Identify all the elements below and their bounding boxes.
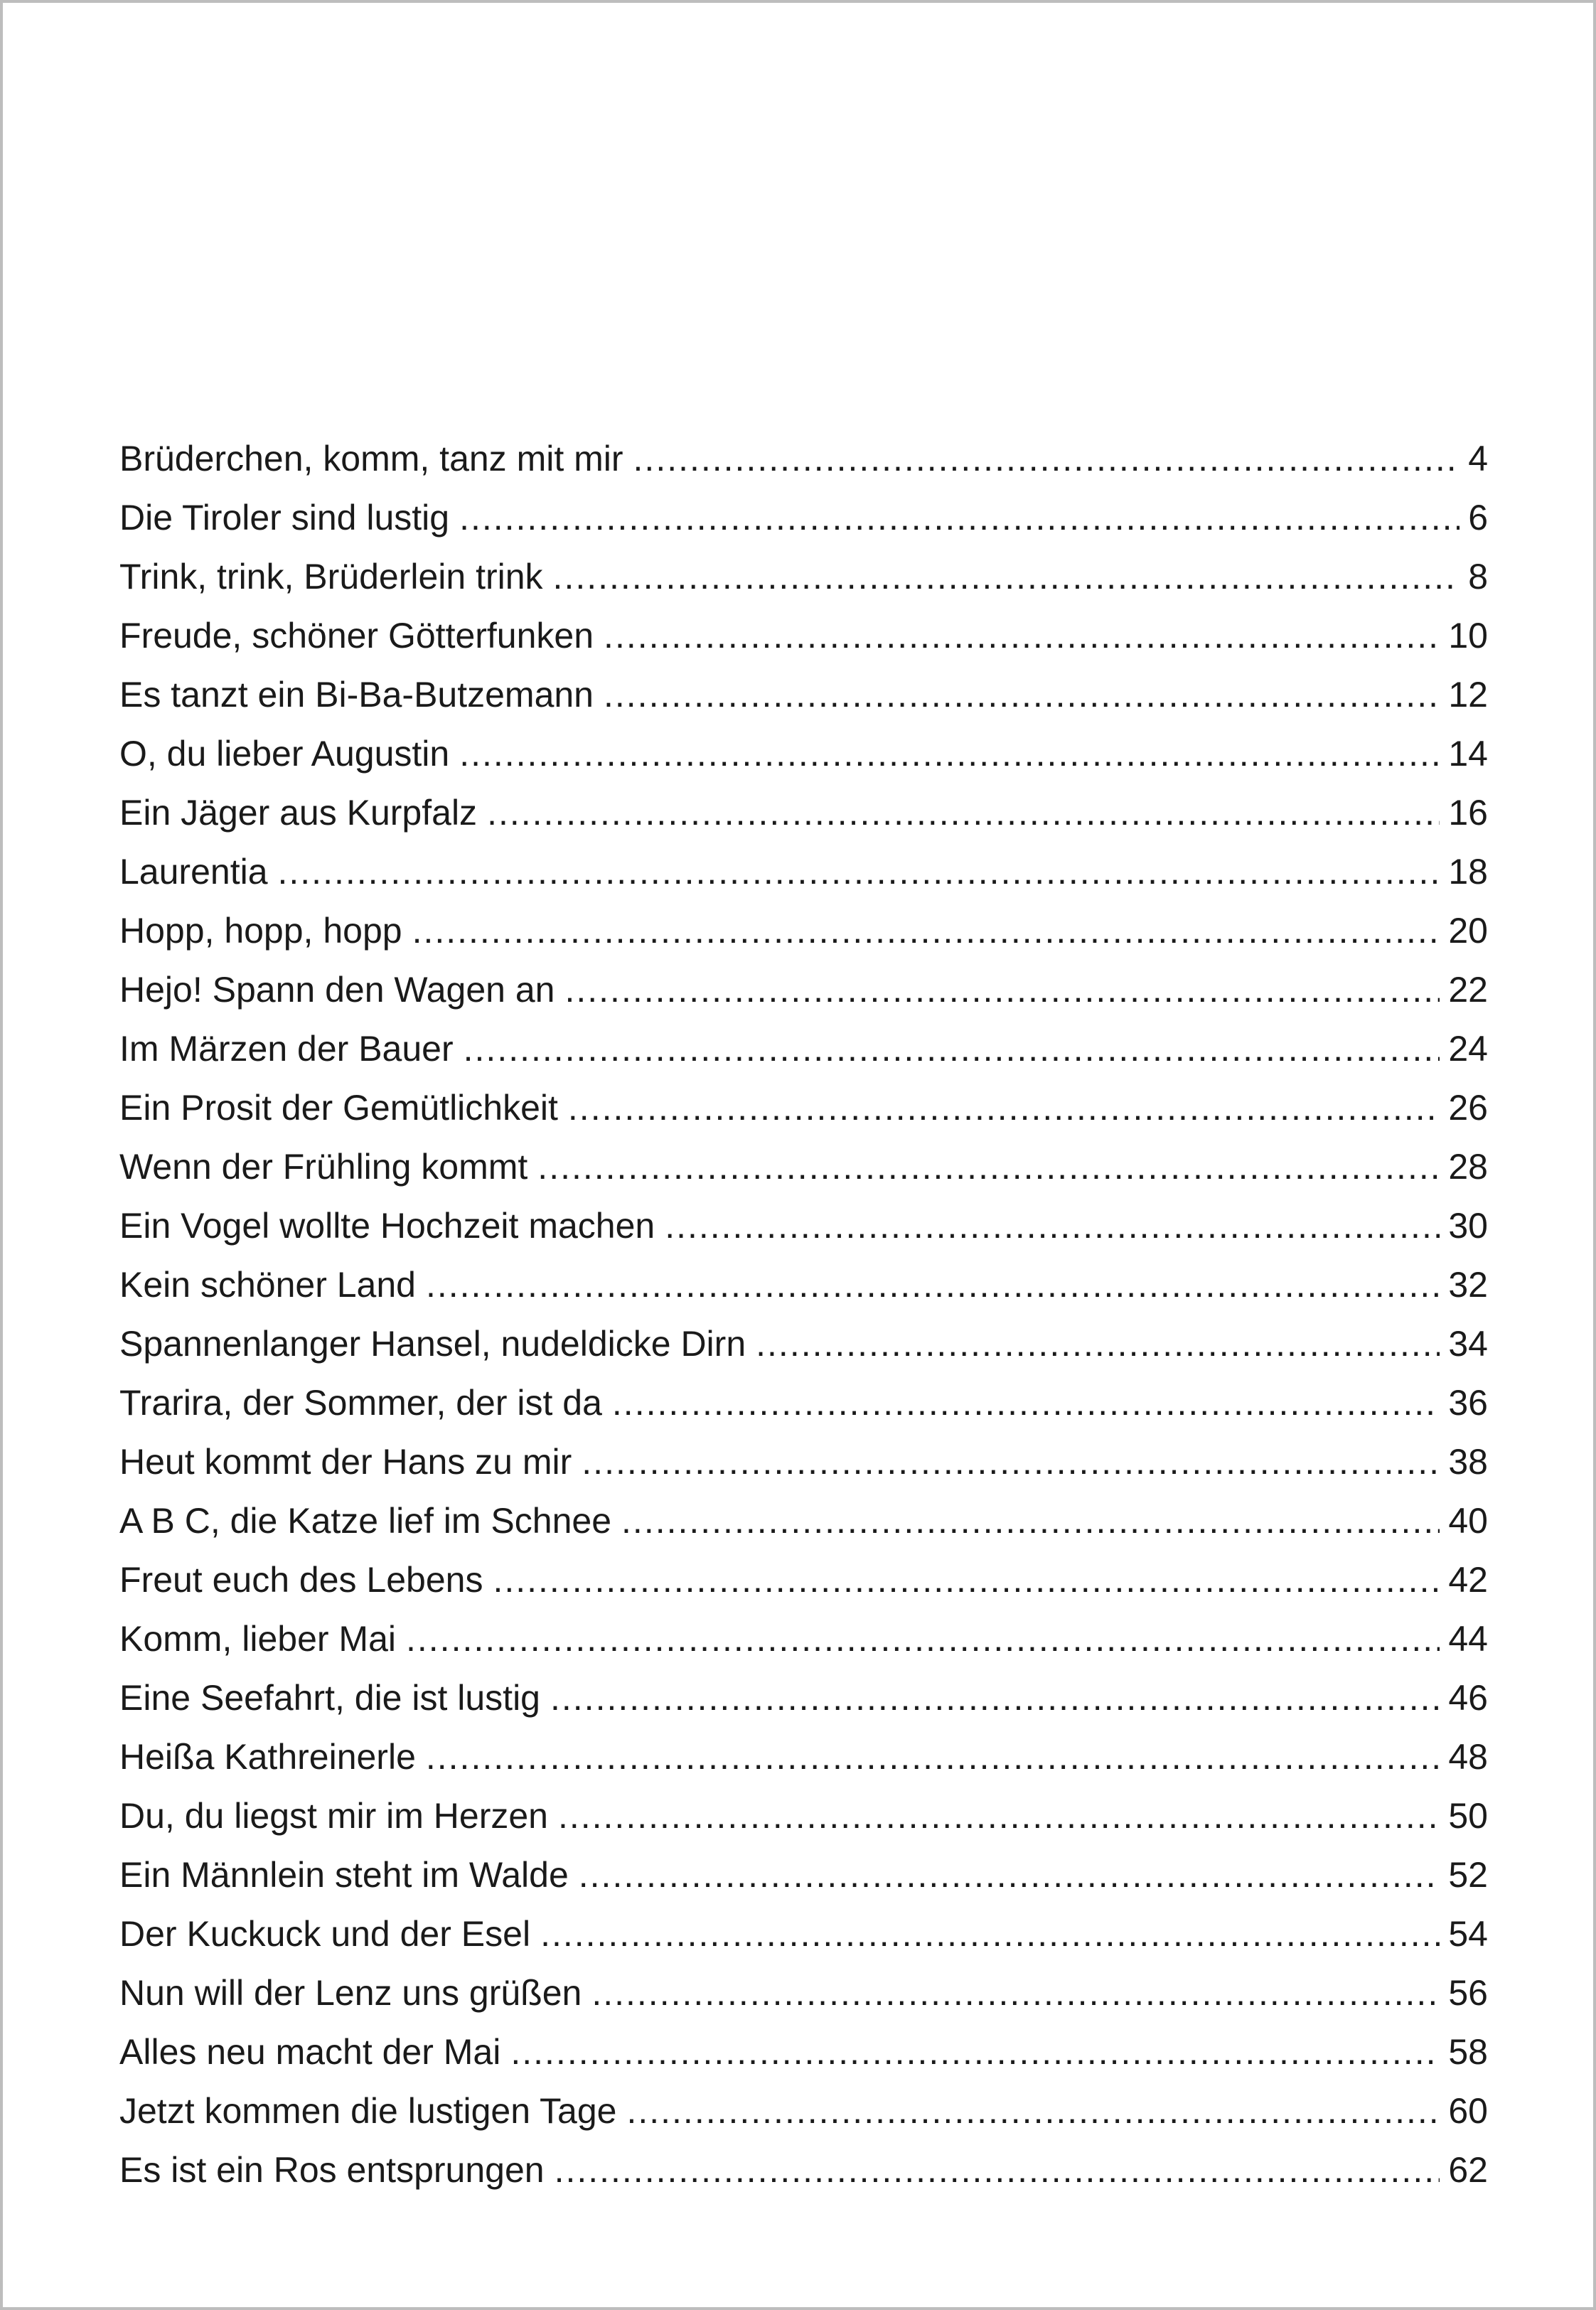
dot-leader xyxy=(555,2141,1440,2200)
dot-leader xyxy=(568,1079,1440,1138)
toc-entry xyxy=(119,1433,1488,1492)
toc-entry-title: Ein Jäger aus Kurpfalz xyxy=(119,793,478,833)
toc-entry xyxy=(119,547,1488,606)
toc-entry xyxy=(119,1020,1488,1079)
toc-entry-title: Trink, trink, Brüderlein trink xyxy=(119,557,543,597)
toc-entry xyxy=(119,2082,1488,2141)
dot-leader xyxy=(459,488,1460,547)
dot-leader xyxy=(493,1551,1440,1610)
dot-leader xyxy=(487,784,1440,843)
toc-entry xyxy=(119,1905,1488,1964)
dot-leader xyxy=(621,1492,1440,1551)
toc-entry-page-number: 18 xyxy=(1448,852,1488,892)
toc-entry-page-number: 4 xyxy=(1468,439,1488,478)
dot-leader xyxy=(665,1197,1440,1256)
toc-entry-page-number: 14 xyxy=(1448,734,1488,774)
toc-entry-page-number: 26 xyxy=(1448,1088,1488,1128)
toc-entry-title: Trarira, der Sommer, der ist da xyxy=(119,1383,602,1423)
dot-leader xyxy=(426,1256,1440,1315)
toc-entry xyxy=(119,1256,1488,1315)
toc-entry-title: Heißa Kathreinerle xyxy=(119,1737,416,1777)
dot-leader xyxy=(406,1610,1440,1669)
dot-leader xyxy=(582,1433,1440,1492)
toc-entry-page-number: 24 xyxy=(1448,1029,1488,1069)
toc-entry xyxy=(119,1846,1488,1905)
toc-entry-title: Ein Vogel wollte Hochzeit machen xyxy=(119,1206,655,1246)
toc-entry-title: Freut euch des Lebens xyxy=(119,1560,483,1600)
toc-entry xyxy=(119,1787,1488,1846)
toc-entry xyxy=(119,429,1488,488)
toc-entry-title: Wenn der Frühling kommt xyxy=(119,1147,528,1187)
toc-entry-title: Es ist ein Ros entsprungen xyxy=(119,2150,545,2190)
dot-leader xyxy=(510,2023,1440,2082)
toc-entry-page-number: 22 xyxy=(1448,970,1488,1010)
toc-entry-page-number: 20 xyxy=(1448,911,1488,951)
toc-entry-page-number: 40 xyxy=(1448,1501,1488,1541)
dot-leader xyxy=(579,1846,1440,1905)
toc-entry-page-number: 36 xyxy=(1448,1383,1488,1423)
toc-entry xyxy=(119,843,1488,902)
toc-entry xyxy=(119,1197,1488,1256)
toc-entry-title: Ein Männlein steht im Walde xyxy=(119,1855,569,1895)
toc-entry-page-number: 50 xyxy=(1448,1796,1488,1836)
toc-entry-title: Laurentia xyxy=(119,852,268,892)
toc-entry-page-number: 60 xyxy=(1448,2091,1488,2131)
toc-entry-title: Ein Prosit der Gemütlichkeit xyxy=(119,1088,558,1128)
toc-entry xyxy=(119,1079,1488,1138)
dot-leader xyxy=(537,1138,1440,1197)
toc-entry-page-number: 44 xyxy=(1448,1619,1488,1659)
toc-entry-title: Die Tiroler sind lustig xyxy=(119,498,450,538)
dot-leader xyxy=(756,1315,1440,1374)
toc-entry-page-number: 62 xyxy=(1448,2150,1488,2190)
toc-entry xyxy=(119,1610,1488,1669)
dot-leader xyxy=(591,1964,1440,2023)
toc-entry-title: Im Märzen der Bauer xyxy=(119,1029,454,1069)
dot-leader xyxy=(604,606,1440,665)
toc-entry xyxy=(119,488,1488,547)
dot-leader xyxy=(426,1728,1440,1787)
toc-entry-title: Spannenlanger Hansel, nudeldicke Dirn xyxy=(119,1324,746,1364)
toc-entry-page-number: 8 xyxy=(1468,557,1488,597)
toc-entry-page-number: 16 xyxy=(1448,793,1488,833)
toc-entry xyxy=(119,724,1488,784)
toc-entry-title: Der Kuckuck und der Esel xyxy=(119,1914,531,1954)
toc-entry-title: Eine Seefahrt, die ist lustig xyxy=(119,1678,540,1718)
toc-entry xyxy=(119,1551,1488,1610)
toc-entry-page-number: 58 xyxy=(1448,2032,1488,2072)
dot-leader xyxy=(553,547,1460,606)
dot-leader xyxy=(459,724,1440,784)
toc-entry xyxy=(119,665,1488,724)
dot-leader xyxy=(412,902,1440,961)
toc-entry-page-number: 12 xyxy=(1448,675,1488,715)
toc-entry xyxy=(119,1315,1488,1374)
toc-entry xyxy=(119,1669,1488,1728)
toc-entry xyxy=(119,2141,1488,2200)
toc-entry-page-number: 6 xyxy=(1468,498,1488,538)
toc-entry xyxy=(119,1728,1488,1787)
toc-entry-page-number: 42 xyxy=(1448,1560,1488,1600)
toc-entry-page-number: 30 xyxy=(1448,1206,1488,1246)
toc-entry xyxy=(119,606,1488,665)
toc-entry xyxy=(119,1138,1488,1197)
toc-entry-page-number: 34 xyxy=(1448,1324,1488,1364)
toc-entry-title: Freude, schöner Götterfunken xyxy=(119,616,594,656)
toc-entry-title: Es tanzt ein Bi-Ba-Butzemann xyxy=(119,675,594,715)
toc-entry-page-number: 54 xyxy=(1448,1914,1488,1954)
toc-entry xyxy=(119,1492,1488,1551)
dot-leader xyxy=(633,429,1460,488)
dot-leader xyxy=(464,1020,1440,1079)
toc-entry-page-number: 32 xyxy=(1448,1265,1488,1305)
dot-leader xyxy=(550,1669,1440,1728)
dot-leader xyxy=(278,843,1440,902)
toc-entry-title: Kein schöner Land xyxy=(119,1265,416,1305)
toc-entry-title: Heut kommt der Hans zu mir xyxy=(119,1442,572,1482)
dot-leader xyxy=(612,1374,1440,1433)
table-of-contents xyxy=(119,429,1488,2200)
toc-entry-title: Alles neu macht der Mai xyxy=(119,2032,501,2072)
toc-entry-title: Komm, lieber Mai xyxy=(119,1619,396,1659)
dot-leader xyxy=(558,1787,1440,1846)
toc-entry-page-number: 38 xyxy=(1448,1442,1488,1482)
dot-leader xyxy=(540,1905,1440,1964)
toc-entry-title: Jetzt kommen die lustigen Tage xyxy=(119,2091,617,2131)
dot-leader xyxy=(626,2082,1440,2141)
toc-entry xyxy=(119,2023,1488,2082)
toc-entry-page-number: 28 xyxy=(1448,1147,1488,1187)
toc-entry-title: Brüderchen, komm, tanz mit mir xyxy=(119,439,623,478)
toc-entry xyxy=(119,961,1488,1020)
toc-entry xyxy=(119,1374,1488,1433)
toc-entry-title: Nun will der Lenz uns grüßen xyxy=(119,1973,582,2013)
toc-entry xyxy=(119,902,1488,961)
toc-entry-title: Hopp, hopp, hopp xyxy=(119,911,402,951)
toc-entry xyxy=(119,784,1488,843)
toc-entry-page-number: 46 xyxy=(1448,1678,1488,1718)
toc-entry-page-number: 52 xyxy=(1448,1855,1488,1895)
toc-entry-page-number: 48 xyxy=(1448,1737,1488,1777)
toc-entry xyxy=(119,1964,1488,2023)
dot-leader xyxy=(604,665,1440,724)
toc-entry-page-number: 56 xyxy=(1448,1973,1488,2013)
toc-entry-title: Hejo! Spann den Wagen an xyxy=(119,970,555,1010)
toc-entry-title: Du, du liegst mir im Herzen xyxy=(119,1796,548,1836)
toc-entry-page-number: 10 xyxy=(1448,616,1488,656)
dot-leader xyxy=(564,961,1440,1020)
toc-entry-title: O, du lieber Augustin xyxy=(119,734,450,774)
toc-entry-title: A B C, die Katze lief im Schnee xyxy=(119,1501,612,1541)
